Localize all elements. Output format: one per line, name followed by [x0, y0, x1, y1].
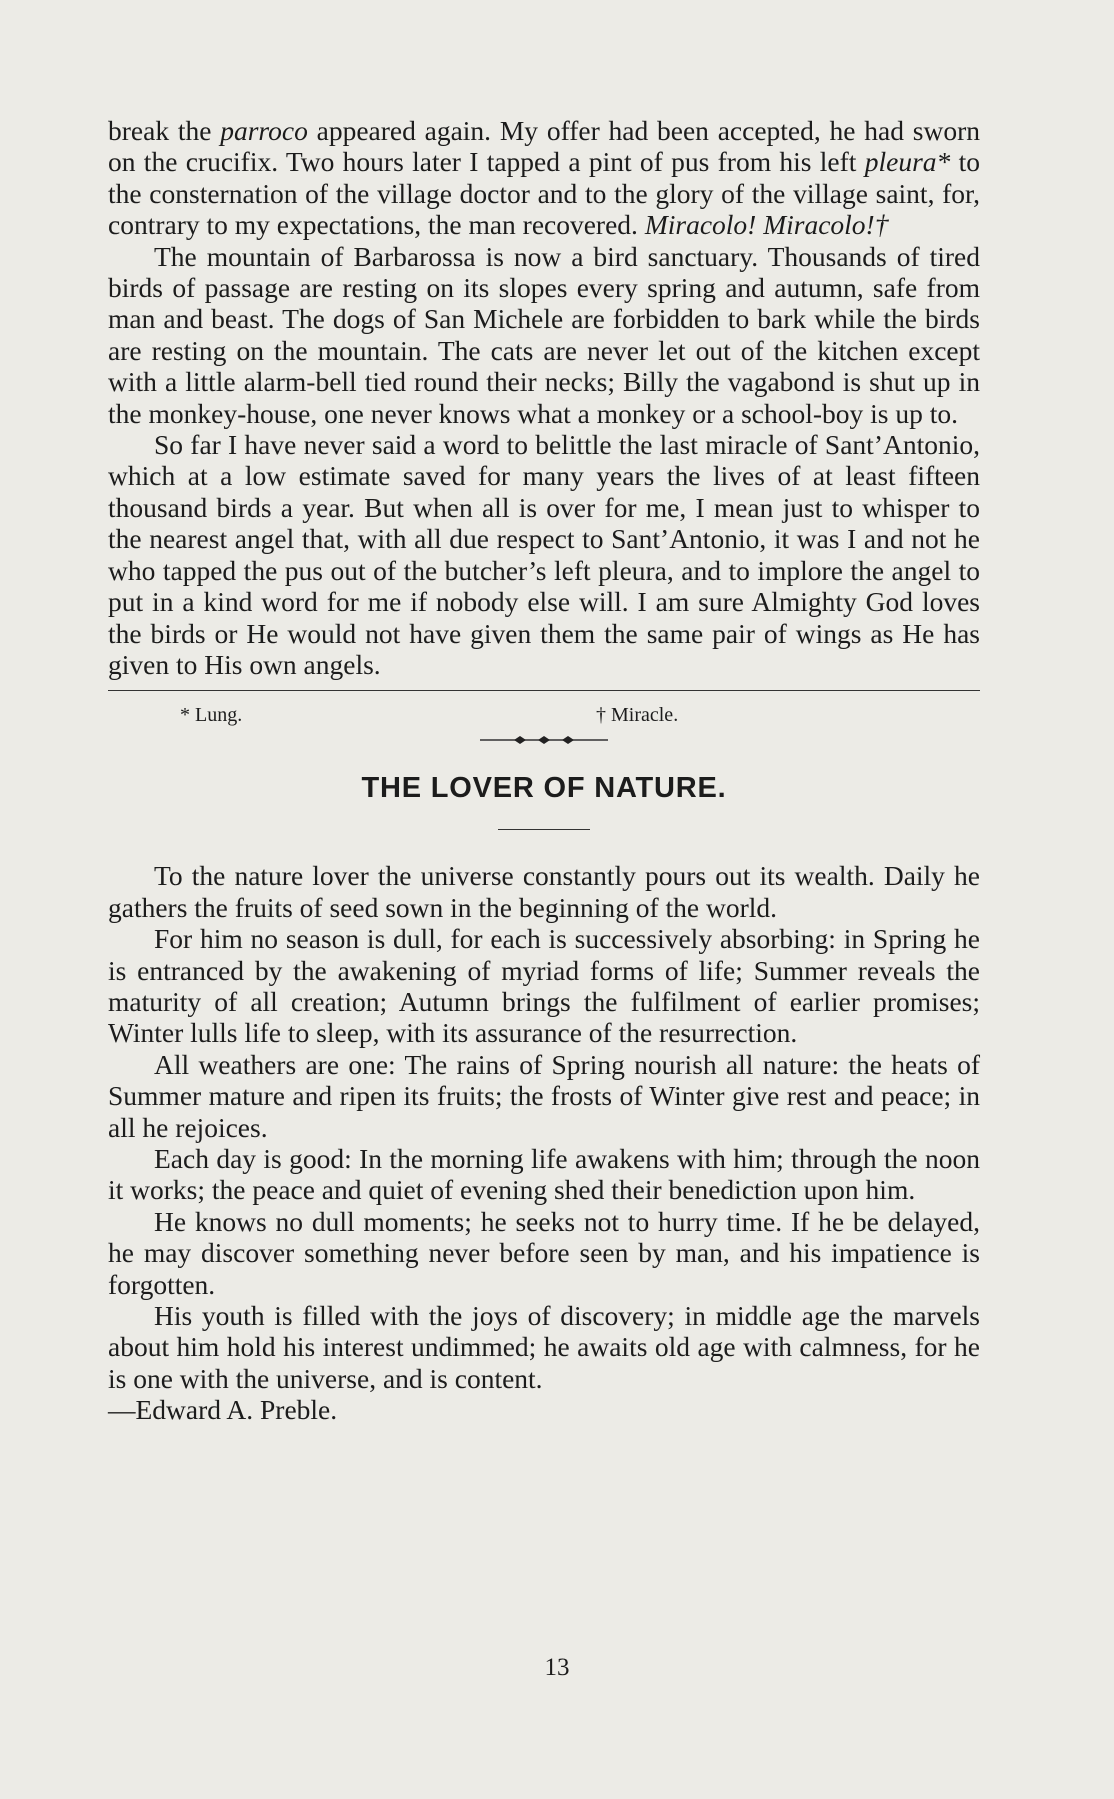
italic-word-parroco: parroco: [220, 115, 308, 146]
footnote-lung: * Lung.: [180, 704, 243, 727]
nature-paragraph-4: Each day is good: In the morning life awakens with him; through the noon it works; the peace and quiet of evening shed their benediction upon him.: [108, 1142, 980, 1206]
text-run: break the: [108, 115, 221, 146]
nature-paragraph-6: His youth is filled with the joys of discovery; in middle age the marvels about him hold his interest undimmed; he awaits old age with calmness, for he is one with the universe, and is content.: [108, 1300, 980, 1394]
footnote-rule: [108, 690, 980, 691]
text-run: appeared again. My offer had been accepted, he had sworn on the crucifix. Two hours later I tapped a pint of pus from his left: [108, 115, 980, 178]
page-body: [108, 115, 980, 1426]
section-heading: THE LOVER OF NATURE.: [361, 772, 727, 805]
nature-section: [108, 860, 980, 1425]
author-signature: —Edward A. Preble.: [108, 1394, 338, 1426]
paragraph-2: The mountain of Barbarossa is now a bird sanctuary. Thousands of tired birds of passage are resting on its slopes every spring and autumn, safe from man and beast. The dogs of San Michele are forbidden to bark while the birds are resting on the mountain. The cats are never let out of the kitchen except with a little alarm-bell tied round their necks; Billy the vagabond is shut up in the monkey-house, one never knows what a monkey or a school-boy is up to.: [108, 240, 980, 429]
nature-paragraph-5: He knows no dull moments; he seeks not to hurry time. If he be delayed, he may discover something never before seen by man, and his impatience is forgotten.: [108, 1205, 980, 1300]
footnotes: [108, 703, 980, 733]
italic-word-pleura: pleura*: [864, 146, 951, 178]
nature-paragraph-1: To the nature lover the universe constantly pours out its wealth. Daily he gathers the fruits of seed sown in the beginning of the world.: [108, 860, 980, 923]
text-run: to the consternation of the village doctor and to the glory of the village saint, for, contrary to my expectations, the man recovered.: [108, 146, 980, 241]
page-number: 13: [544, 1654, 570, 1681]
paragraph-1: [108, 115, 980, 241]
paragraph-3: So far I have never said a word to belittle the last miracle of Sant’Antonio, which at a low estimate saved for many years the lives of at least fifteen thousand birds a year. But when all is over for me, I mean just to whisper to the nearest angel that, with all due respect to Sant’Antonio, it was I and not he who tapped the pus out of the butcher’s left pleura, and to implore the angel to put in a kind word for me if nobody else will. I am sure Almighty God loves the birds or He would not have given them the same pair of wings as He has given to His own angels.: [108, 429, 980, 680]
footnote-miracle: † Miracle.: [596, 704, 679, 727]
nature-paragraph-3: All weathers are one: The rains of Spring nourish all nature: the heats of Summer mature and ripen its fruits; the frosts of Winter give rest and peace; in all he rejoices.: [108, 1048, 980, 1143]
heading-rule: [498, 829, 590, 830]
nature-paragraph-2: For him no season is dull, for each is successively absorbing: in Spring he is entranced by the awakening of myriad forms of life; Summer reveals the maturity of all creation; Autumn brings the fulfilment of earlier promises; Winter lulls life to sleep, with its assurance of the resurrection.: [108, 923, 980, 1049]
ornament-divider: [480, 733, 608, 747]
italic-miracolo: Miracolo! Miracolo!†: [644, 209, 889, 241]
